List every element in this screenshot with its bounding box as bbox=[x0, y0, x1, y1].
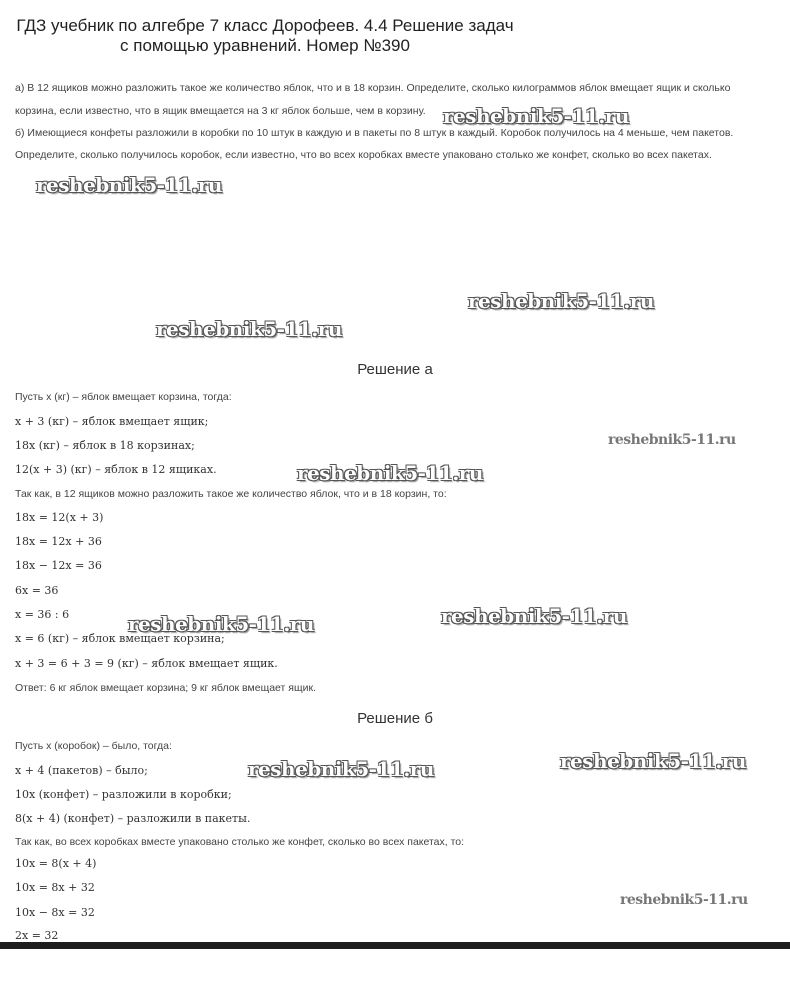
solution-b-heading: Решение б bbox=[357, 710, 433, 727]
solution-a-equation: 18x − 12x = 36 bbox=[15, 559, 102, 572]
solution-a-equation: x = 36 : 6 bbox=[15, 608, 70, 621]
solution-b-equation: 10x − 8x = 32 bbox=[15, 906, 95, 919]
task-a-line-2: корзина, если известно, что в ящик вмещается на 3 кг яблок больше, чем в корзину. bbox=[15, 105, 426, 117]
solution-b-equation: 2x = 32 bbox=[15, 929, 59, 942]
solution-b-equation: 10x = 8x + 32 bbox=[15, 881, 95, 894]
solution-a-line: 12(x + 3) (кг) – яблок в 12 ящиках. bbox=[15, 463, 217, 476]
bottom-bar bbox=[0, 942, 790, 949]
solution-a-heading: Решение а bbox=[357, 361, 433, 378]
watermark: reshebnik5-11.ru bbox=[156, 317, 342, 341]
watermark: reshebnik5-11.ru bbox=[608, 432, 736, 448]
solution-a-equation: 18x = 12x + 36 bbox=[15, 535, 102, 548]
page-title bbox=[0, 16, 530, 56]
solution-a-line: x + 3 = 6 + 3 = 9 (кг) – яблок вмещает ящик. bbox=[15, 657, 278, 670]
solution-a-line: x + 3 (кг) – яблок вмещает ящик; bbox=[15, 415, 209, 428]
solution-b-equation: 10x = 8(x + 4) bbox=[15, 857, 97, 870]
task-a-line-1: а) В 12 ящиков можно разложить такое же количество яблок, что и в 18 корзин. Определите, сколько килограммов яблок вмещает ящик и сколько bbox=[15, 82, 731, 94]
watermark: reshebnik5-11.ru bbox=[128, 612, 314, 636]
solution-b-line: Пусть x (коробок) – было, тогда: bbox=[15, 740, 172, 752]
page-title-line-2: с помощью уравнений. Номер №390 bbox=[120, 36, 410, 55]
solution-a-line: Пусть x (кг) – яблок вмещает корзина, тогда: bbox=[15, 391, 232, 403]
solution-a-line: Так как, в 12 ящиков можно разложить такое же количество яблок, что и в 18 корзин, то: bbox=[15, 488, 447, 500]
watermark: reshebnik5-11.ru bbox=[248, 757, 434, 781]
watermark: reshebnik5-11.ru bbox=[560, 749, 746, 773]
watermark: reshebnik5-11.ru bbox=[36, 173, 222, 197]
watermark: reshebnik5-11.ru bbox=[297, 461, 483, 485]
task-b-line-1: б) Имеющиеся конфеты разложили в коробки по 10 штук в каждую и в пакеты по 8 штук в каждый. Коробок получилось на 4 меньше, чем пакетов. bbox=[15, 127, 734, 139]
watermark: reshebnik5-11.ru bbox=[620, 892, 748, 908]
watermark: reshebnik5-11.ru bbox=[443, 104, 629, 128]
solution-a-line: x = 6 (кг) – яблок вмещает корзина; bbox=[15, 632, 225, 645]
solution-b-line: 8(x + 4) (конфет) – разложили в пакеты. bbox=[15, 812, 251, 825]
task-b-line-2: Определите, сколько получилось коробок, если известно, что во всех коробках вместе упаковано столько же конфет, сколько во всех пакетах. bbox=[15, 149, 712, 161]
solution-b-line: x + 4 (пакетов) – было; bbox=[15, 764, 148, 777]
watermark: reshebnik5-11.ru bbox=[468, 289, 654, 313]
solution-a-line: 18x (кг) – яблок в 18 корзинах; bbox=[15, 439, 195, 452]
solution-a-equation: 6x = 36 bbox=[15, 584, 59, 597]
solution-b-line: 10x (конфет) – разложили в коробки; bbox=[15, 788, 232, 801]
solution-b-line: Так как, во всех коробках вместе упаковано столько же конфет, сколько во всех пакетах, то: bbox=[15, 836, 465, 848]
solution-a-equation: 18x = 12(x + 3) bbox=[15, 511, 104, 524]
watermark: reshebnik5-11.ru bbox=[441, 604, 627, 628]
page-title-line-1: ГДЗ учебник по алгебре 7 класс Дорофеев. 4.4 Решение задач bbox=[16, 16, 514, 35]
solution-a-answer: Ответ: 6 кг яблок вмещает корзина; 9 кг яблок вмещает ящик. bbox=[15, 682, 316, 694]
